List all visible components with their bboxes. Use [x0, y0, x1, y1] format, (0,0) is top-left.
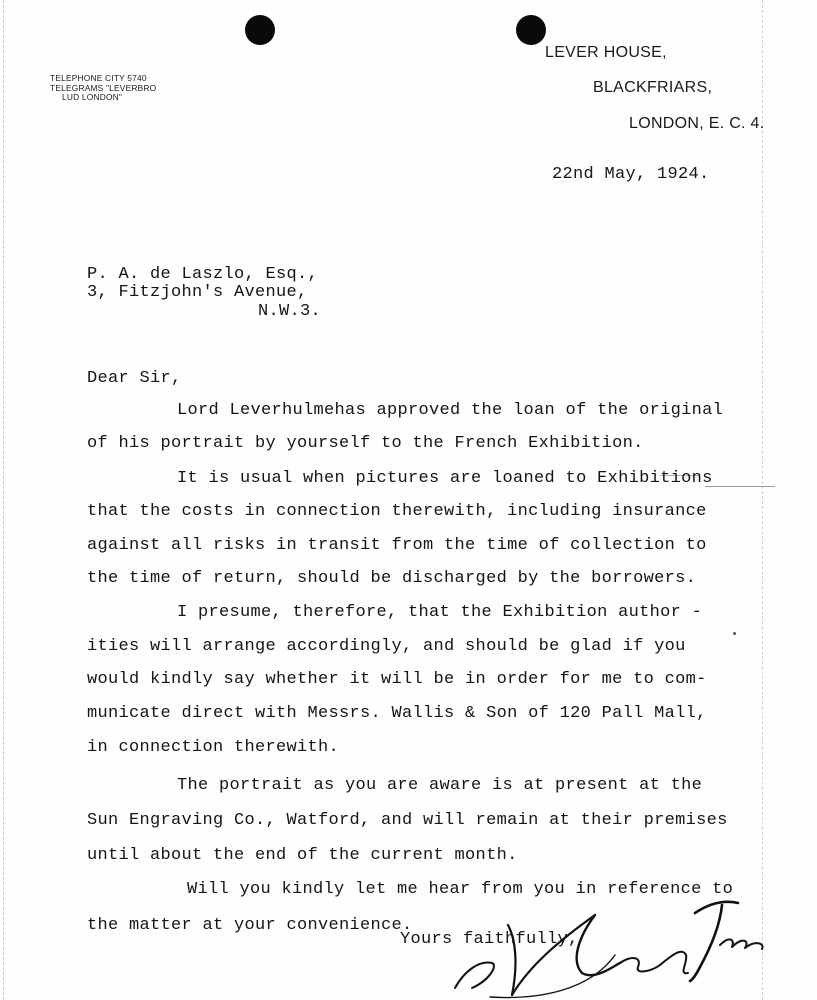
body-line: ities will arrange accordingly, and should be glad if you [87, 637, 686, 656]
address-line-3: LONDON, E. C. 4. [629, 115, 765, 132]
body-line: the time of return, should be discharged by the borrowers. [87, 569, 697, 588]
salutation: Dear Sir, [87, 369, 182, 388]
telegrams-line-cont: LUD LONDON" [62, 92, 123, 103]
recipient-name: P. A. de Laszlo, Esq., [87, 265, 319, 284]
telegrams-line: TELEGRAMS "LEVERBRO [50, 82, 157, 93]
letter-date: 22nd May, 1924. [552, 165, 710, 184]
body-line: Sun Engraving Co., Watford, and will remain at their premises [87, 811, 728, 830]
body-line: would kindly say whether it will be in order for me to com- [87, 670, 707, 689]
punch-hole-left [245, 15, 275, 45]
telephone-line: TELEPHONE CITY 5740 [50, 73, 147, 83]
body-line: that the costs in connection therewith, including insurance [87, 502, 707, 521]
scan-speck [705, 486, 775, 487]
scan-speck [733, 632, 736, 635]
closing: Yours faithfully, [400, 930, 579, 949]
signature-image [420, 885, 780, 1000]
body-line: in connection therewith. [87, 738, 340, 757]
recipient-district: N.W.3. [258, 302, 322, 321]
body-line: the matter at your convenience. [87, 916, 413, 935]
recipient-street: 3, Fitzjohn's Avenue, [87, 283, 308, 302]
address-line-1: LEVER HOUSE, [545, 44, 667, 61]
scan-edge-right [762, 0, 763, 1000]
body-line: municate direct with Messrs. Wallis & Son of 120 Pall Mall, [87, 704, 707, 723]
body-line: against all risks in transit from the time of collection to [87, 536, 707, 555]
body-line: of his portrait by yourself to the French Exhibition. [87, 434, 644, 453]
body-line: The portrait as you are aware is at present at the [177, 776, 703, 795]
body-line: It is usual when pictures are loaned to Exhibitions [177, 469, 713, 488]
body-line: Will you kindly let me hear from you in reference to [187, 880, 734, 899]
scan-edge-left [3, 0, 4, 1000]
body-line: I presume, therefore, that the Exhibition author - [177, 603, 703, 622]
punch-hole-right [516, 15, 546, 45]
body-line: until about the end of the current month. [87, 846, 518, 865]
address-line-2: BLACKFRIARS, [593, 79, 713, 96]
letterhead-contact [50, 74, 210, 103]
body-line: Lord Leverhulmehas approved the loan of the original [177, 401, 724, 420]
